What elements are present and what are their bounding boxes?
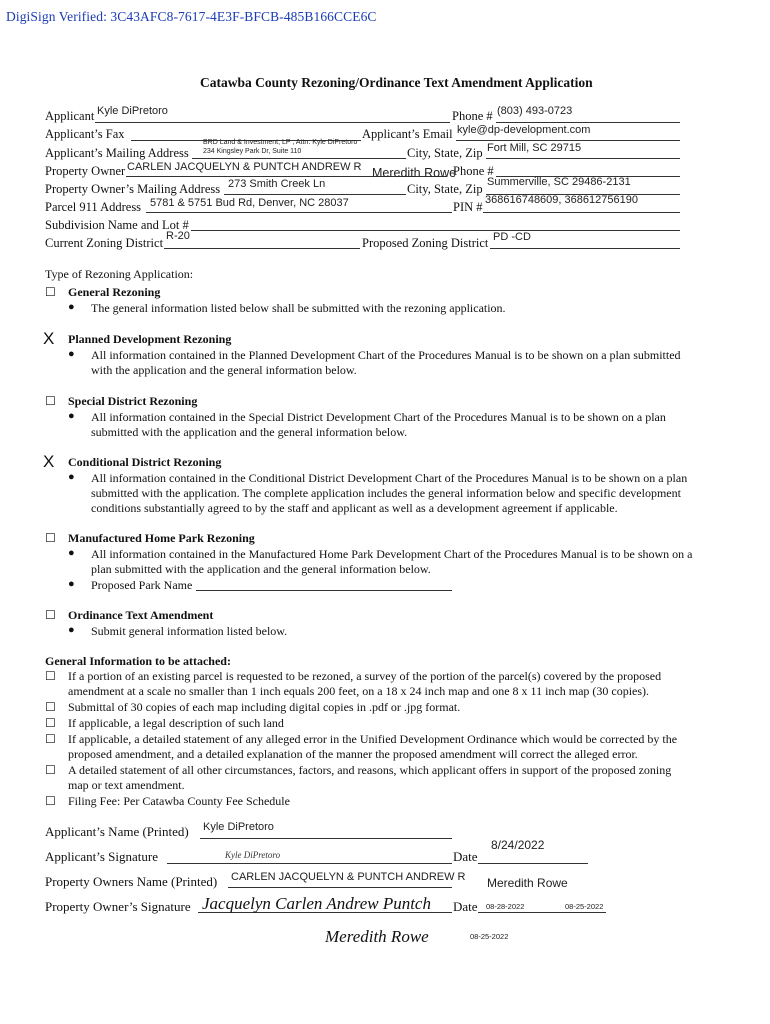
general-info-checkbox-1[interactable]: ☐ <box>45 669 56 683</box>
bullet-icon: ● <box>68 547 75 559</box>
applicant-label: Applicant <box>45 109 95 123</box>
owner-field[interactable]: CARLEN JACQUELYN & PUNTCH ANDREW R <box>127 161 362 173</box>
owners-name-line <box>228 887 452 888</box>
mailing-label: Applicant’s Mailing Address <box>45 146 189 160</box>
applicant-name-field[interactable]: Kyle DiPretoro <box>203 821 274 833</box>
conditional-district-checkbox[interactable]: X <box>43 452 55 471</box>
email-label: Applicant’s Email <box>362 127 453 141</box>
zoning-line <box>164 248 360 249</box>
special-district-text-2: submitted with the application and the general information below. <box>91 425 408 439</box>
special-district-text-1: All information contained in the Special District Development Chart of the Procedures Manual is to be shown on a plan <box>91 410 666 424</box>
owner-signature[interactable]: Jacquelyn Carlen Andrew Puntch <box>202 894 431 913</box>
owner-mailing-line <box>224 194 406 195</box>
manufactured-home-text-1: All information contained in the Manufactured Home Park Development Chart of the Procedures Manual is to be shown on a <box>91 547 693 561</box>
types-heading: Type of Rezoning Application: <box>45 267 194 281</box>
owner-date-field-1[interactable]: 08-28-2022 <box>486 902 525 911</box>
general-info-item-6: Filing Fee: Per Catawba County Fee Schedule <box>68 794 290 808</box>
general-info-item-5b: map or text amendment. <box>68 778 185 792</box>
email-line <box>456 140 680 141</box>
general-info-item-4b: proposed amendment, and a detailed explanation of the manner the proposed amendment will correct the alleged error. <box>68 747 638 761</box>
planned-development-checkbox[interactable]: X <box>43 329 55 348</box>
general-info-item-3: If applicable, a legal description of such land <box>68 716 284 730</box>
ordinance-text-title: Ordinance Text Amendment <box>68 608 214 622</box>
city-label: City, State, Zip <box>407 146 483 160</box>
general-info-item-5a: A detailed statement of all other circumstances, factors, and reasons, which applicant offers in support of the proposed zoning <box>68 763 672 777</box>
planned-development-text-1: All information contained in the Planned Development Chart of the Procedures Manual is to be shown on a plan submitted <box>91 348 681 362</box>
owner-date-line <box>478 912 606 913</box>
owner-city-label: City, State, Zip <box>407 182 483 196</box>
planned-development-title: Planned Development Rezoning <box>68 332 232 346</box>
ordinance-text-text: Submit general information listed below. <box>91 624 288 638</box>
general-info-checkbox-4[interactable]: ☐ <box>45 732 56 746</box>
parcel-field[interactable]: 5781 & 5751 Bud Rd, Denver, NC 28037 <box>150 197 349 209</box>
mailing-line <box>192 158 406 159</box>
general-info-item-4a: If applicable, a detailed statement of any alleged error in the Unified Development Ordinance which would be corrected by the <box>68 732 678 746</box>
ordinance-text-checkbox[interactable]: ☐ <box>45 608 56 622</box>
general-rezoning-text: The general information listed below shall be submitted with the rezoning application. <box>91 301 506 315</box>
zoning-field[interactable]: R-20 <box>166 230 190 242</box>
date-field[interactable]: 8/24/2022 <box>491 838 545 852</box>
conditional-district-text-2: submitted with the application. The complete application includes the general information below and specific development <box>91 486 681 500</box>
general-info-item-1b: amendment at a scale no smaller than 1 inch equals 200 feet, on a 18 x 24 inch map and one 8 x 11 inch map (30 copies). <box>68 684 650 698</box>
city-line <box>486 158 680 159</box>
parcel-line <box>146 212 452 213</box>
conditional-district-text-1: All information contained in the Conditional District Development Chart of the Procedures Manual is to be shown on a plan <box>91 471 688 485</box>
owner-mailing-field[interactable]: 273 Smith Creek Ln <box>228 178 326 190</box>
bullet-icon: ● <box>68 301 75 313</box>
date-line <box>478 863 588 864</box>
general-info-checkbox-5[interactable]: ☐ <box>45 763 56 777</box>
phone-label: Phone # <box>452 109 493 123</box>
zoning-label: Current Zoning District <box>45 236 164 250</box>
proposed-park-field[interactable] <box>196 590 452 591</box>
pin-label: PIN # <box>453 200 483 214</box>
second-owner-signature[interactable]: Meredith Rowe <box>325 927 429 946</box>
general-info-checkbox-6[interactable]: ☐ <box>45 794 56 808</box>
proposed-field[interactable]: PD -CD <box>493 231 531 243</box>
applicant-line <box>95 122 450 123</box>
phone-line <box>496 122 680 123</box>
planned-development-text-2: with the application and the general information below. <box>91 363 357 377</box>
second-owner-date[interactable]: 08-25-2022 <box>470 932 509 941</box>
general-info-checkbox-2[interactable]: ☐ <box>45 700 56 714</box>
parcel-label: Parcel 911 Address <box>45 200 142 214</box>
conditional-district-text-3: conditions substantially agreed to by the staff and applicant as well as a development agreement if applicable. <box>91 501 618 515</box>
manufactured-home-title: Manufactured Home Park Rezoning <box>68 531 255 545</box>
verification-stamp: DigiSign Verified: 3C43AFC8-7617-4E3F-BFCB-485B166CCE6C <box>6 9 377 24</box>
special-district-title: Special District Rezoning <box>68 394 198 408</box>
applicant-signature-line <box>167 863 452 864</box>
conditional-district-title: Conditional District Rezoning <box>68 455 222 469</box>
date-label: Date <box>453 849 478 864</box>
owner-mailing-label: Property Owner’s Mailing Address <box>45 182 221 196</box>
general-info-item-2: Submittal of 30 copies of each map including digital copies in .pdf or .jpg format. <box>68 700 461 714</box>
owners-name-label: Property Owners Name (Printed) <box>45 874 218 889</box>
bullet-icon: ● <box>68 471 75 483</box>
proposed-park-label: Proposed Park Name <box>91 578 193 592</box>
pin-field[interactable]: 368616748609, 368612756190 <box>485 194 638 206</box>
bullet-icon: ● <box>68 410 75 422</box>
mailing-field-line1[interactable]: BRD Land & Investment, LP , Attn: Kyle DiPretoro <box>203 139 358 146</box>
owner-signature-label: Property Owner’s Signature <box>45 899 191 914</box>
applicant-name-label: Applicant’s Name (Printed) <box>45 824 189 839</box>
subdivision-line <box>191 230 680 231</box>
owner-phone-label: Phone # <box>453 164 494 178</box>
fax-label: Applicant’s Fax <box>45 127 125 141</box>
bullet-icon: ● <box>68 624 75 636</box>
owner-extra-name: Meredith Rowe <box>372 166 457 180</box>
general-rezoning-checkbox[interactable]: ☐ <box>45 285 56 299</box>
owner-date-label: Date <box>453 899 478 914</box>
applicant-name-line <box>200 838 452 839</box>
owners-name-extra: Meredith Rowe <box>487 876 568 890</box>
bullet-icon: ● <box>68 348 75 360</box>
general-info-checkbox-3[interactable]: ☐ <box>45 716 56 730</box>
proposed-line <box>490 248 680 249</box>
email-field[interactable]: kyle@dp-development.com <box>457 124 591 136</box>
form-title: Catawba County Rezoning/Ordinance Text Amendment Application <box>200 75 593 90</box>
city-field[interactable]: Fort Mill, SC 29715 <box>487 142 582 154</box>
manufactured-home-checkbox[interactable]: ☐ <box>45 531 56 545</box>
owner-label: Property Owner <box>45 164 126 178</box>
owners-name-field[interactable]: CARLEN JACQUELYN & PUNTCH ANDREW R <box>231 871 466 883</box>
proposed-label: Proposed Zoning District <box>362 236 489 250</box>
general-rezoning-title: General Rezoning <box>68 285 161 299</box>
pin-line <box>483 212 680 213</box>
general-info-item-1a: If a portion of an existing parcel is requested to be rezoned, a survey of the portion of the parcel(s) covered by the proposed <box>68 669 662 683</box>
applicant-signature-label: Applicant’s Signature <box>45 849 159 864</box>
mailing-field-line2[interactable]: 234 Kingsley Park Dr, Suite 110 <box>203 148 302 155</box>
applicant-signature[interactable]: Kyle DiPretoro <box>225 850 281 860</box>
subdivision-label: Subdivision Name and Lot # <box>45 218 189 232</box>
phone-field[interactable]: (803) 493-0723 <box>497 105 573 117</box>
special-district-checkbox[interactable]: ☐ <box>45 394 56 408</box>
manufactured-home-text-2: plan submitted with the application and the general information below. <box>91 562 431 576</box>
bullet-icon: ● <box>68 578 75 590</box>
general-info-heading: General Information to be attached: <box>45 654 231 668</box>
owner-city-field[interactable]: Summerville, SC 29486-2131 <box>487 176 631 188</box>
owner-date-field-2[interactable]: 08-25-2022 <box>565 902 604 911</box>
applicant-field[interactable]: Kyle DiPretoro <box>97 105 168 117</box>
